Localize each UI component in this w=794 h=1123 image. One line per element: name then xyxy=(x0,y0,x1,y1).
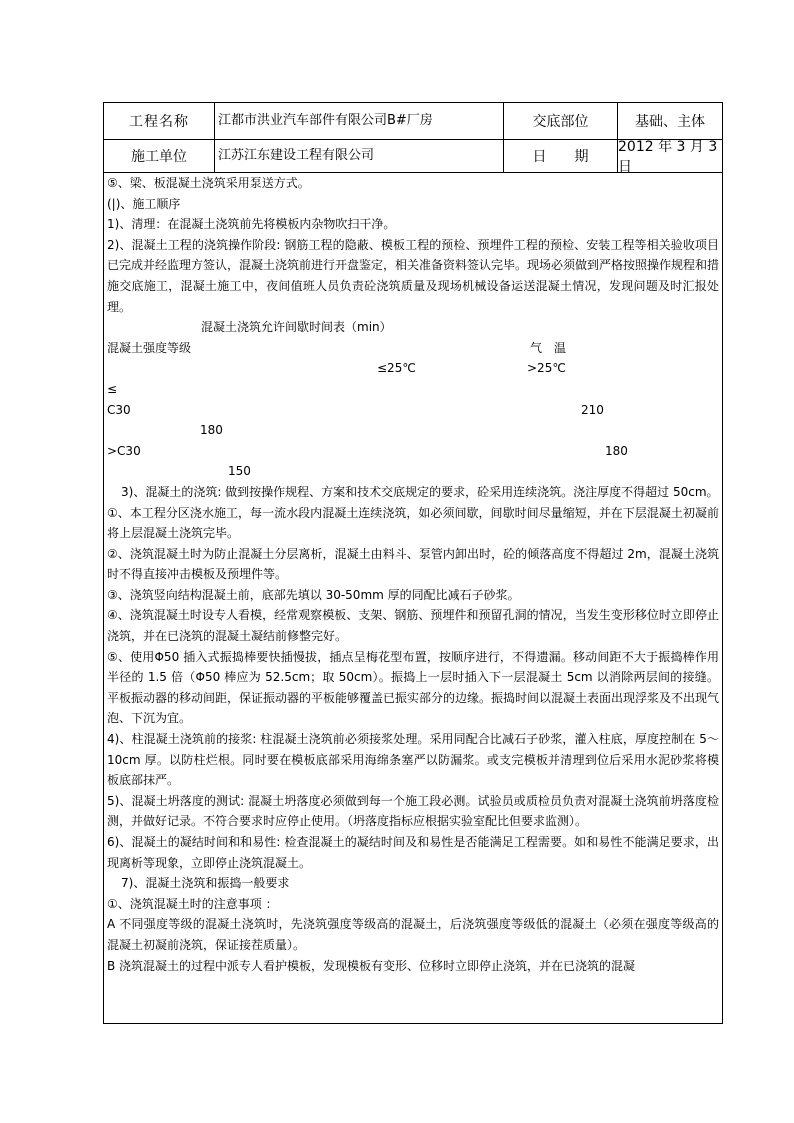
document-table xyxy=(103,102,723,1024)
gtc30-label: >C30 xyxy=(107,443,141,458)
section-heading: 7)、混凝土浇筑和振捣一般要求 xyxy=(121,876,290,891)
date-value xyxy=(618,139,722,175)
gt25-header: >25℃ xyxy=(527,361,566,376)
body-paragraph: ①、浇筑混凝土时的注意事项 ： xyxy=(107,896,278,911)
date-value-text: 2012 年 3 月 3 日 xyxy=(618,139,718,175)
le25-header: ≤25℃ xyxy=(377,361,416,376)
body-paragraph: ①、本工程分区浇水施工，每一流水段内混凝土连续浇筑，如必须间歇，间歇时间尽量缩短，并在下层混凝土初凝前将上层混凝土浇筑完毕。 xyxy=(107,505,719,541)
project-name-label-text: 工程名称 xyxy=(129,114,189,130)
construction-unit-value-text: 江苏江东建设工程有限公司 xyxy=(218,148,375,163)
body-paragraph: 4)、柱混凝土浇筑前的接浆: 柱混凝土浇筑前必须接浆处理。采用同配合比减石子砂浆，灌入柱底，厚度控制在 5～10cm 厚。以防柱烂根。同时要在模板底部采用海绵条塞严以防漏浆。或支完模板并清理到位后采用水泥砂浆将模板底部抹严。 xyxy=(107,732,719,788)
interval-table-title: 混凝土浇筑允许间歇时间表（min） xyxy=(201,320,392,335)
grade-column-header: 混凝土强度等级 xyxy=(107,340,192,355)
body-paragraph: A 不同强度等级的混凝土浇筑时，先浇筑强度等级高的混凝土，后浇筑强度等级低的混凝土（必须在强度等级高的混凝土初凝前浇筑，保证接茬质量）。 xyxy=(107,917,719,952)
gtc30-value-gt25: 150 xyxy=(228,464,251,479)
project-name-value xyxy=(215,103,504,139)
interval-table-header-row xyxy=(107,338,719,359)
header-row-1 xyxy=(104,103,722,140)
gtc30-value-le25: 180 xyxy=(605,443,628,458)
body-paragraph: ②、浇筑混凝土时为防止混凝土分层离析，混凝土由料斗、泵管内卸出时，砼的倾落高度不得超过 2m，混凝土浇筑时不得直接冲击模板及预埋件等。 xyxy=(107,546,719,582)
body-paragraph: 2)、混凝土工程的浇筑操作阶段: 钢筋工程的隐蔽、模板工程的预检、预埋件工程的预检、安装工程等相关验收项目已完成并经监理方签认，混凝土浇筑前进行开盘鉴定，相关准备资料签认完毕。现场必须做到严格按照操作规程和措施交底施工，混凝土施工中，夜间值班人员负责砼浇筑质量及现场机械设备运送混凝土情况，发现问题及时汇报处理。 xyxy=(107,237,720,314)
location-value-text: 基础、主体 xyxy=(635,114,705,130)
document-body xyxy=(104,173,722,976)
body-paragraph: 3)、混凝土的浇筑: 做到按操作规程、方案和技术交底规定的要求，砼采用连续浇筑。浇注厚度不得超过 50cm。 xyxy=(121,484,719,499)
date-label-text: 日 期 xyxy=(532,149,589,165)
body-paragraph: ④、浇筑混凝土时设专人看模，经常观察模板、支架、钢筋、预埋件和预留孔洞的情况，当发生变形移位时立即停止浇筑，并在已浇筑的混凝土凝结前修整完好。 xyxy=(107,608,719,644)
body-paragraph: 1)、清理：在混凝土浇筑前先将模板内杂物吹扫干净。 xyxy=(107,217,396,232)
project-name-label xyxy=(104,103,215,139)
body-line: ⑤、梁、板混凝土浇筑采用泵送方式。 xyxy=(107,176,310,190)
construction-unit-label-text: 施工单位 xyxy=(131,149,187,165)
header-row-2 xyxy=(104,140,722,173)
c30-value-gt25: 180 xyxy=(200,423,223,438)
body-paragraph: B 浇筑混凝土的过程中派专人看护模板，发现模板有变形、位移时立即停止浇筑，并在已浇筑的混凝 xyxy=(107,958,636,973)
c30-label: C30 xyxy=(107,402,131,417)
body-paragraph: ③、浇筑竖向结构混凝土前，底部先填以 30-50mm 厚的同配比减石子砂浆。 xyxy=(107,587,520,602)
c30-value-le25: 210 xyxy=(581,402,604,417)
location-label xyxy=(504,103,618,139)
temperature-column-header: 气 温 xyxy=(530,340,567,355)
section-heading: (|)、施工顺序 xyxy=(107,196,181,211)
interval-table-c30-row xyxy=(107,400,719,421)
construction-unit-label xyxy=(104,140,215,172)
construction-unit-value xyxy=(215,140,504,172)
interval-table-gtc30-row xyxy=(107,441,719,462)
body-paragraph: 5)、混凝土坍落度的测试: 混凝土坍落度必须做到每一个施工段必测。试验员或质检员负责对混凝土浇筑前坍落度检测，并做好记录。不符合要求时应停止使用。（坍落度指标应根据实验室配比但要求监测）。 xyxy=(107,793,719,829)
interval-table-title-row xyxy=(107,317,719,338)
le-symbol: ≤ xyxy=(107,381,118,396)
body-paragraph: 6)、混凝土的凝结时间和和易性: 检查混凝土的凝结时间及和易性是否能满足工程需要。如和易性不能满足要求，出现离析等现象，立即停止浇筑混凝土。 xyxy=(107,835,719,870)
interval-table-gtc30-row-2 xyxy=(107,461,719,482)
project-name-value-text: 江都市洪业汽车部件有限公司B#厂房 xyxy=(218,113,433,128)
interval-table-c30-row-2 xyxy=(107,420,719,441)
body-paragraph: ⑤、使用Φ50 插入式振捣棒要快插慢拔，插点呈梅花型布置，按顺序进行，不得遗漏。移动间距不大于振捣棒作用半径的 1.5 倍（Φ50 棒应为 52.5cm；取 50cm）。振捣上一层时插入下一层混凝土 5cm 以消除两层间的接缝。平板振动器的移动间距，保证振动器的平板能够覆盖已振实部分的边缘。振捣时间以混凝土表面出现浮浆及不出现气泡、下沉为宜。 xyxy=(107,649,720,726)
interval-table-subheader-row xyxy=(107,358,719,379)
location-label-text: 交底部位 xyxy=(532,114,589,130)
location-value xyxy=(618,103,722,139)
date-label xyxy=(504,140,618,172)
interval-table-le-row xyxy=(107,379,719,400)
